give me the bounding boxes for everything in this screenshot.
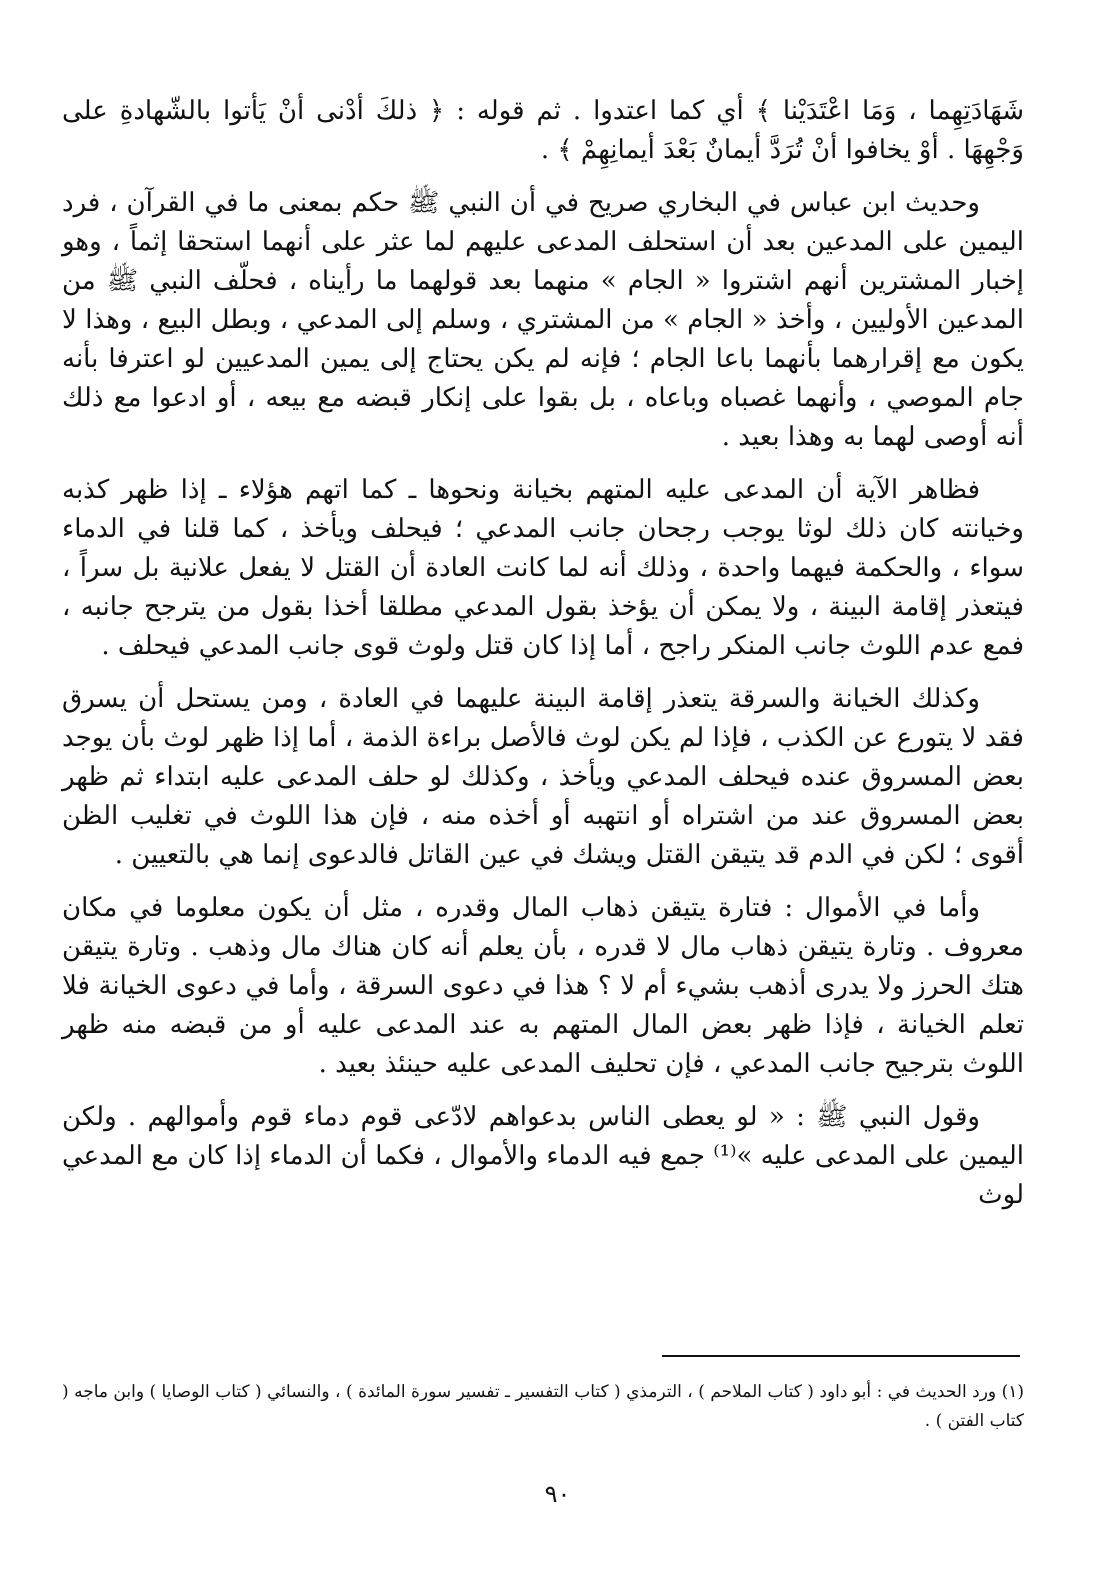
footnote-divider bbox=[662, 1355, 1020, 1357]
paragraph-4: وكذلك الخيانة والسرقة يتعذر إقامة البينة عليهما في العادة ، ومن يستحل أن يسرق فقد لا يتورع عن الكذب ، فإذا لم يكن لوث فالأصل براءة الذمة ، أما إذا ظهر لوث بأن يوجد بعض المسروق عنده فيحلف المدعي ويأخذ ، وكذلك لو حلف المدعى عليه ابتداء ثم ظهر بعض المسروق عند من اشتراه أو انتهبه أو أخذه منه ، فإن هذا اللوث في تغليب الظن أقوى ؛ لكن في الدم قد يتيقن القتل ويشك في عين القاتل فالدعوى إنما هي بالتعيين . bbox=[62, 684, 1024, 870]
paragraph-3: فظاهر الآية أن المدعى عليه المتهم بخيانة ونحوها ـ كما اتهم هؤلاء ـ إذا ظهر كذبه وخيانته كان ذلك لوثا يوجب رجحان جانب المدعي ؛ فيحلف ويأخذ ، كما قلنا في الدماء سواء ، والحكمة فيهما واحدة ، وذلك أنه لما كانت العادة أن القتل لا يفعل علانية بل سراً ، فيتعذر إقامة البينة ، ولا يمكن أن يؤخذ بقول المدعي مطلقا أخذا بقول من يترجح جانبه ، فمع عدم اللوث جانب المنكر راجح ، أما إذا كان قتل ولوث قوى جانب المدعي فيحلف . bbox=[62, 475, 1024, 661]
paragraph-6: وقول النبي ﷺ : « لو يعطى الناس بدعواهم لادّعى قوم دماء قوم وأموالهم . ولكن اليمين على المدعى عليه »⁽¹⁾ جمع فيه الدماء والأموال ، فكما أن الدماء إذا كان مع المدعي لوث bbox=[62, 1102, 1024, 1210]
paragraph-5: وأما في الأموال : فتارة يتيقن ذهاب المال وقدره ، مثل أن يكون معلوما في مكان معروف . وتارة يتيقن ذهاب مال لا قدره ، بأن يعلم أنه كان هناك مال وذهب . وتارة يتيقن هتك الحرز ولا يدرى أذهب بشيء أم لا ؟ هذا في دعوى السرقة ، وأما في دعوى الخيانة فلا تعلم الخيانة ، فإذا ظهر بعض المال المتهم به عند المدعى عليه أو من قبضه منه ظهر اللوث بترجيح جانب المدعي ، فإن تحليف المدعى عليه حينئذ بعيد . bbox=[62, 893, 1024, 1079]
paragraph-2: وحديث ابن عباس في البخاري صريح في أن النبي ﷺ حكم بمعنى ما في القرآن ، فرد اليمين على المدعين بعد أن استحلف المدعى عليهم لما عثر على أنهما استحقا إثماً ، وهو إخبار المشترين أنهم اشتروا « الجام » منهما بعد قولهما ما رأيناه ، فحلّف النبي ﷺ من المدعين الأوليين ، وأخذ « الجام » من المشتري ، وسلم إلى المدعي ، وبطل البيع ، وهذا لا يكون مع إقرارهما بأنهما باعا الجام ؛ فإنه لم يكن يحتاج إلى يمين المدعيين لو اعترفا بأنه جام الموصي ، وأنهما غصباه وباعاه ، بل بقوا على إنكار قبضه مع بيعه ، أو ادعوا مع ذلك أنه أوصى لهما به وهذا بعيد . bbox=[62, 188, 1024, 452]
page-number: ٩٠ bbox=[544, 1480, 571, 1508]
paragraph-1: شَهَادَتِهِما ، وَمَا اعْتَدَيْنا ﴾ أي كما اعتدوا . ثم قوله : ﴿ ذلكَ أدْنى أنْ يَأتوا بالشّهادةِ على وَجْهِهَا . أوْ يخافوا أنْ تُرَدَّ أيمانٌ بَعْدَ أيمانِهِمْ ﴾ . bbox=[62, 96, 1024, 165]
main-text bbox=[62, 92, 1024, 1229]
footnote: (١) ورد الحديث في : أبو داود ( كتاب الملاحم ) ، الترمذي ( كتاب التفسير ـ تفسير سورة المائدة ) ، والنسائي ( كتاب الوصايا ) وابن ماجه ( كتاب الفتن ) . bbox=[62, 1382, 1024, 1431]
